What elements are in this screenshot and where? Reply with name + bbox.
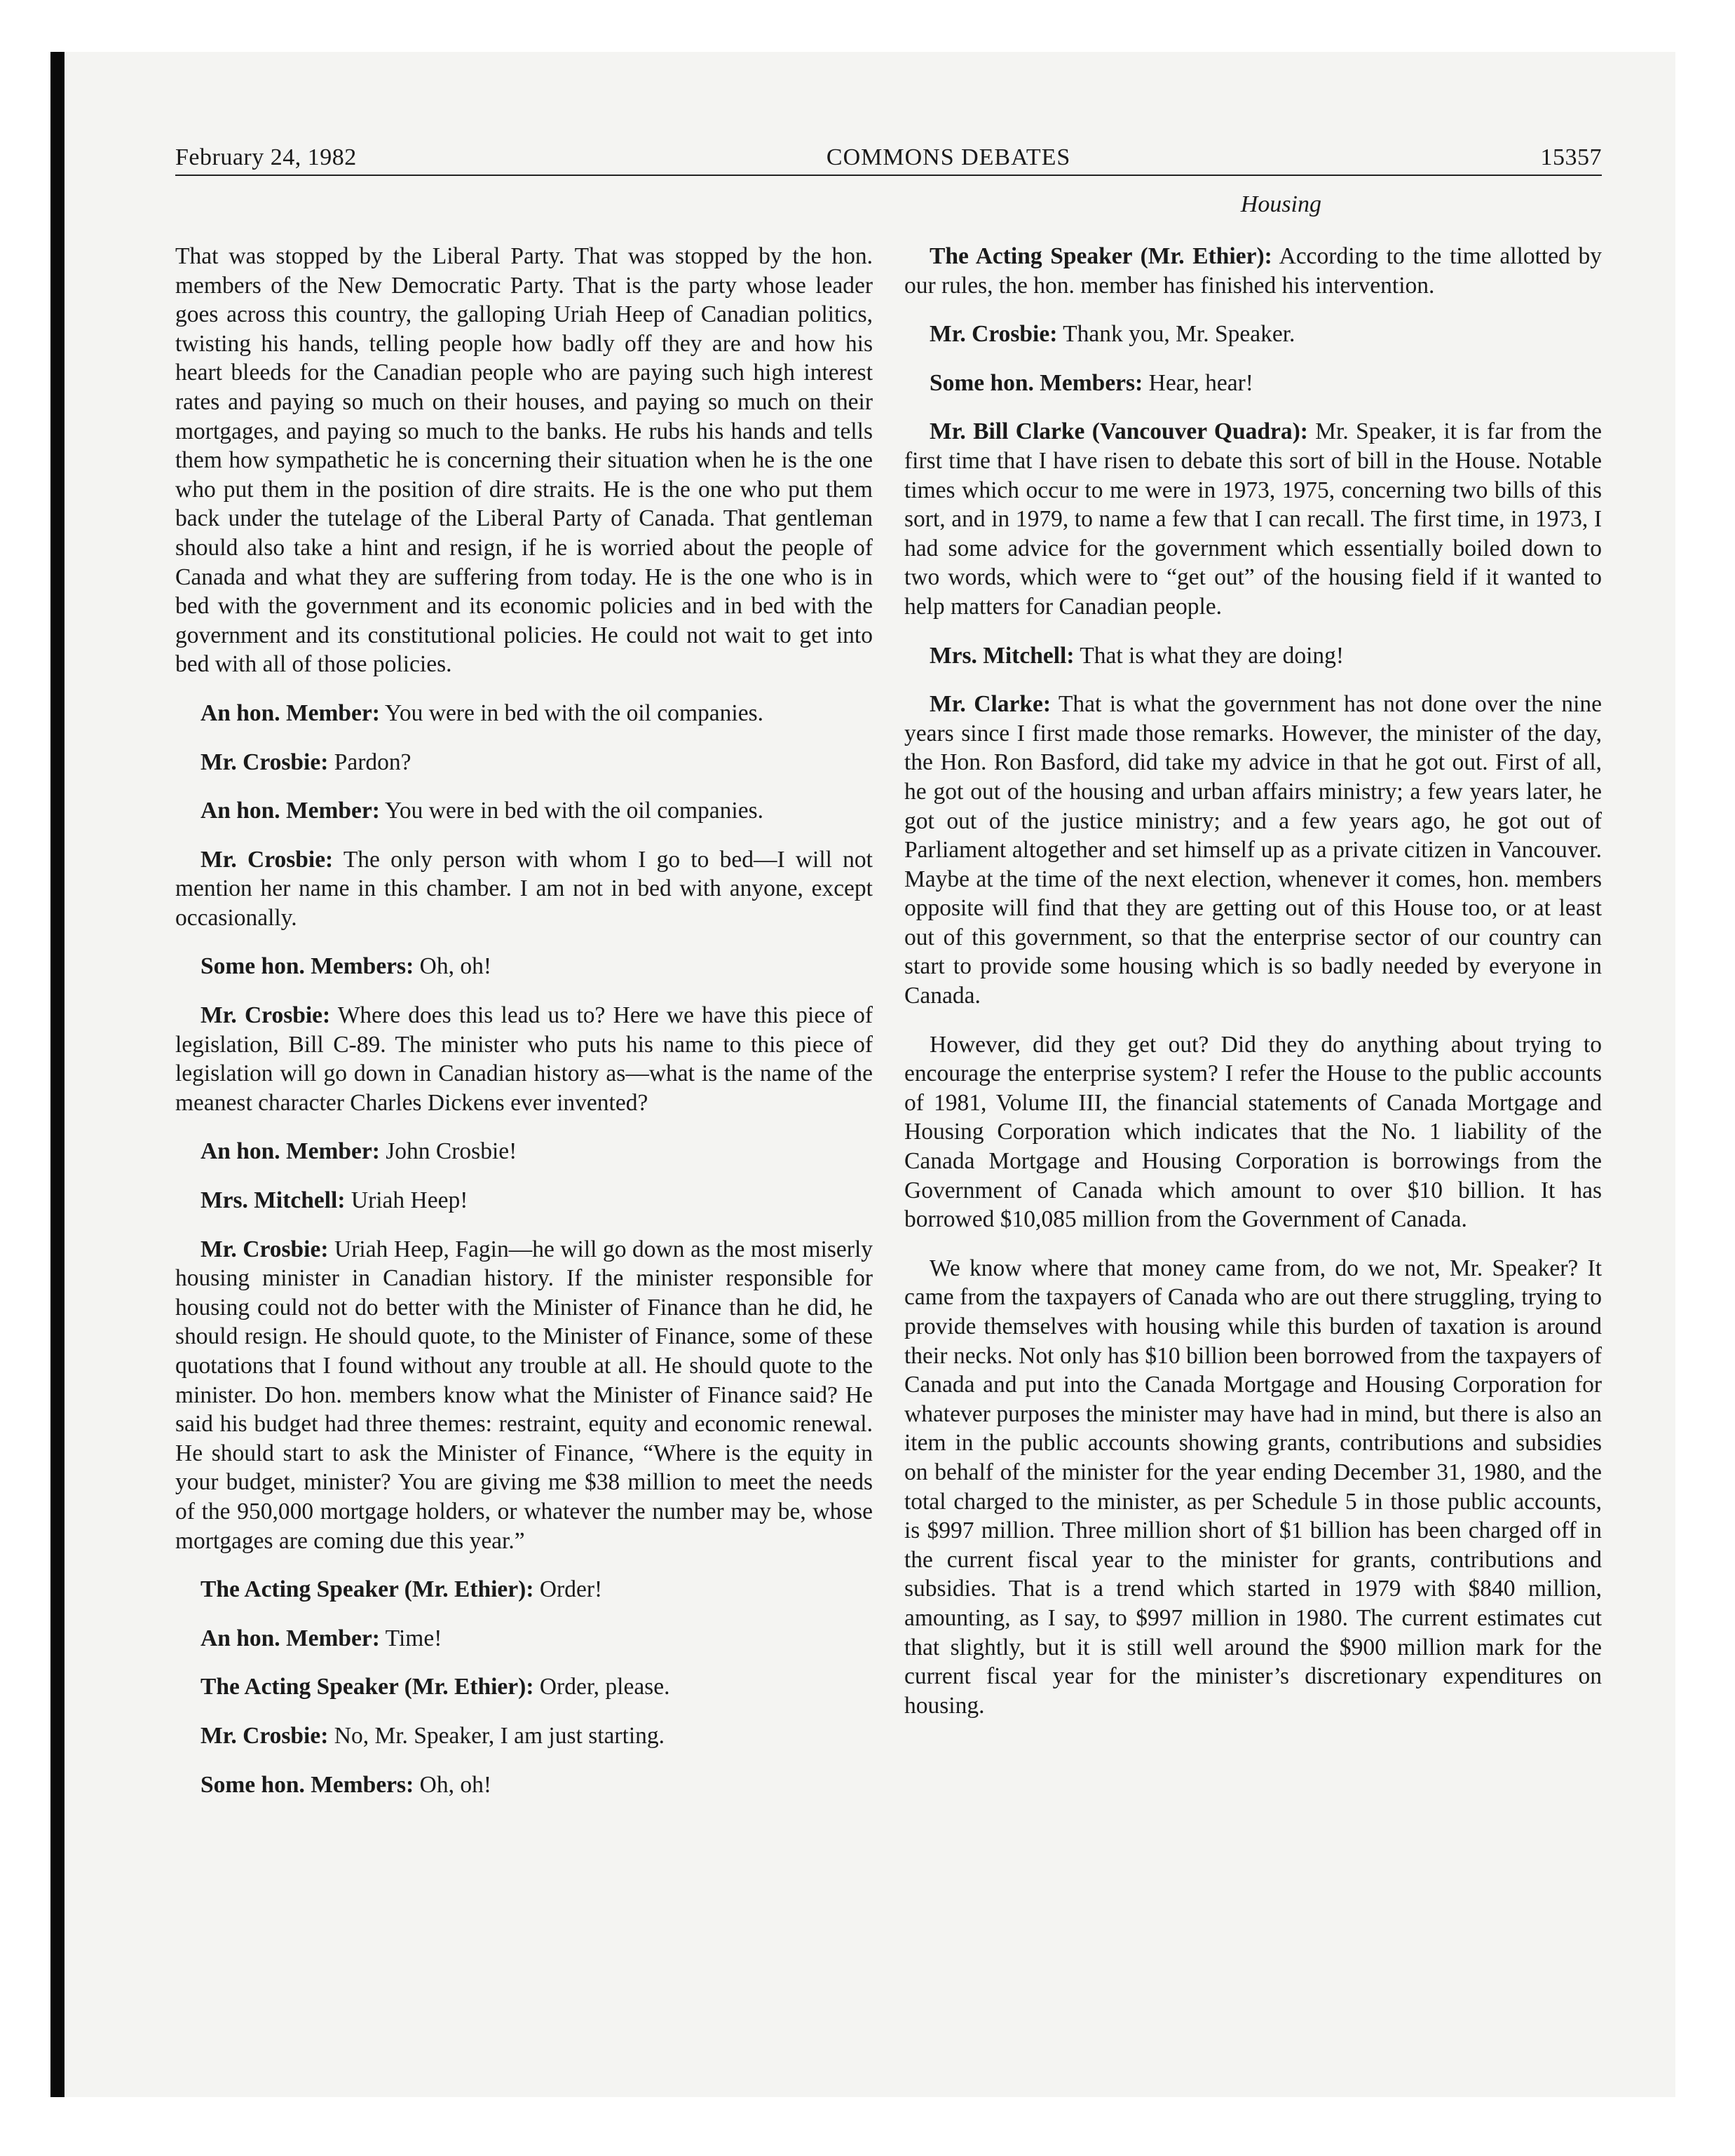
paragraph xyxy=(904,369,1602,398)
paragraph-text: Time! xyxy=(385,1625,442,1651)
paragraph-text: That is what the government has not done over the nine years since I first made those remarks. However, the minister of the day, the Hon. Ron Basford, did take my advice in that he got out. First of all, he got out of the housing and urban affairs ministry; a few years later, he got out of the justice ministry; and a few years ago, he got out of Parliament altogether and set himself up as a private citizen in Vancouver. Maybe at the time of the next election, whenever it comes, hon. members opposite will find that they are getting out of this House too, or at least out of this government, so that the enterprise sector of our country can start to provide some housing which is so badly needed by everyone in Canada. xyxy=(904,691,1602,1009)
paragraph-text: That was stopped by the Liberal Party. That was stopped by the hon. members of the New Democratic Party. That is the party whose leader goes across this country, the galloping Uriah Heep of Canadian politics, twisting his hands, telling people how badly off they are and how his heart bleeds for the Canadian people who are paying such high interest rates and paying so much on their houses, and paying so much on their mortgages, and paying so much to the banks. He rubs his hands and tells them how sympathetic he is concerning their situation when he is the one who put them in the position of dire straits. He is the one who put them back under the tutelage of the Liberal Party of Canada. That gentleman should also take a hint and resign, if he is worried about the people of Canada and what they are suffering from today. He is the one who is in bed with the government and its economic policies and in bed with the government and its constitutional policies. He could not wait to get into bed with all of those policies. xyxy=(175,243,873,678)
paragraph-text: You were in bed with the oil companies. xyxy=(385,798,763,824)
paragraph-text: That is what they are doing! xyxy=(1080,642,1345,669)
speaker-name: Mr. Crosbie: xyxy=(200,846,334,873)
paragraph xyxy=(904,417,1602,621)
page-content xyxy=(175,144,1602,1798)
paragraph xyxy=(175,1770,873,1800)
paragraph xyxy=(175,242,873,679)
speaker-name: An hon. Member: xyxy=(200,798,380,824)
paragraph xyxy=(175,1137,873,1166)
paragraph xyxy=(175,1186,873,1215)
paragraph-text: Uriah Heep, Fagin—he will go down as the most miserly housing minister in Canadian history. If the minister responsible for housing could not do better with the Minister of Finance than he did, he should resign. He should quote, to the Minister of Finance, some of these quotations that I found without any trouble at all. He should quote to the minister. Do hon. members know what the Minister of Finance said? He said his budget had three themes: restraint, equity and economic renewal. He should start to ask the Minister of Finance, “Where is the equity in your budget, minister? You are giving me $38 million to meet the needs of the 950,000 mortgage holders, or whatever the number may be, whose mortgages are coming due this year.” xyxy=(175,1236,873,1554)
speaker-name: Mr. Crosbie: xyxy=(200,1002,331,1029)
paragraph xyxy=(904,641,1602,671)
paragraph xyxy=(175,1575,873,1604)
speaker-name: Some hon. Members: xyxy=(930,369,1143,396)
speaker-name: Mr. Bill Clarke (Vancouver Quadra): xyxy=(930,418,1308,445)
paragraph-text: Uriah Heep! xyxy=(351,1187,468,1214)
paragraph xyxy=(175,1624,873,1653)
paragraph xyxy=(904,242,1602,300)
paragraph-text: Pardon? xyxy=(334,749,411,775)
paragraph xyxy=(175,1001,873,1117)
speaker-name: Mr. Crosbie: xyxy=(200,749,329,775)
speaker-name: The Acting Speaker (Mr. Ethier): xyxy=(200,1576,534,1603)
paragraph xyxy=(904,320,1602,349)
text-columns xyxy=(175,242,1602,1819)
paragraph-text: Order! xyxy=(539,1576,603,1603)
paragraph xyxy=(175,748,873,777)
header-date: February 24, 1982 xyxy=(175,144,357,170)
paragraph-text: Oh, oh! xyxy=(419,953,491,980)
paragraph-text: Oh, oh! xyxy=(419,1771,491,1798)
paragraph xyxy=(904,1030,1602,1234)
speaker-name: An hon. Member: xyxy=(200,700,380,726)
speaker-name: Mrs. Mitchell: xyxy=(200,1187,346,1214)
paragraph-text: Where does this lead us to? Here we have this piece of legislation, Bill C-89. The minister who puts his name to this piece of legislation will go down in Canadian history as—what is the name of the meanest character Charles Dickens ever invented? xyxy=(175,1002,873,1116)
speaker-name: Mrs. Mitchell: xyxy=(930,642,1075,669)
paragraph-text: Thank you, Mr. Speaker. xyxy=(1063,321,1295,348)
paragraph-text: Mr. Speaker, it is far from the first time that I have risen to debate this sort of bill in the House. Notable times which occur to me were in 1973, 1975, concerning two bills of this sort, and in 1979, to name a few that I can recall. The first time, in 1973, I had some advice for the government which essentially boiled down to two words, which were to “get out” of the housing field if it wanted to help matters for Canadian people. xyxy=(904,418,1602,620)
paragraph xyxy=(904,690,1602,1011)
header-title: COMMONS DEBATES xyxy=(826,144,1071,170)
paragraph xyxy=(175,952,873,981)
paragraph-text: According to the time allotted by our rules, the hon. member has finished his intervention. xyxy=(904,243,1602,299)
paragraph-text: Hear, hear! xyxy=(1148,369,1253,396)
speaker-name: An hon. Member: xyxy=(200,1625,380,1651)
paragraph xyxy=(175,1672,873,1702)
right-column xyxy=(904,242,1602,1819)
paragraph-text: Order, please. xyxy=(539,1674,670,1700)
paragraph-text: John Crosbie! xyxy=(386,1138,517,1165)
paragraph-text: However, did they get out? Did they do anything about trying to encourage the enterprise system? I refer the House to the public accounts of 1981, Volume III, the financial statements of Canada Mortgage and Housing Corporation which indicates that the No. 1 liability of the Canada Mortgage and Housing Corporation is borrowings from the Government of Canada which amount to over $10 billion. It has borrowed $10,085 million from the Government of Canada. xyxy=(904,1031,1602,1233)
scan-border-edge xyxy=(50,52,64,2097)
speaker-name: Some hon. Members: xyxy=(200,1771,414,1798)
paragraph xyxy=(175,845,873,933)
left-column xyxy=(175,242,873,1819)
paragraph-text: The only person with whom I go to bed—I will not mention her name in this chamber. I am not in bed with anyone, except occasionally. xyxy=(175,846,873,931)
paragraph xyxy=(175,1235,873,1556)
paragraph-text: You were in bed with the oil companies. xyxy=(385,700,763,726)
speaker-name: Mr. Crosbie: xyxy=(200,1722,329,1749)
speaker-name: An hon. Member: xyxy=(200,1138,380,1165)
paragraph xyxy=(175,1721,873,1751)
speaker-name: Mr. Crosbie: xyxy=(200,1236,329,1262)
page-header xyxy=(175,144,1602,176)
speaker-name: Mr. Clarke: xyxy=(930,691,1052,718)
paragraph-text: No, Mr. Speaker, I am just starting. xyxy=(334,1722,665,1749)
speaker-name: Some hon. Members: xyxy=(200,953,414,980)
section-title: Housing xyxy=(1240,191,1321,217)
paragraph-text: We know where that money came from, do we not, Mr. Speaker? It came from the taxpayers of Canada who are out there struggling, trying to provide themselves with housing while this burden of taxation is around their necks. Not only has $10 billion been borrowed from the taxpayers of Canada and put into the Canada Mortgage and Housing Corporation for whatever purposes the minister may have had in mind, but there is also an item in the public accounts showing grants, contributions and subsidies on behalf of the minister for the year ending December 31, 1980, and the total charged to the minister, as per Schedule 5 in those public accounts, is $997 million. Three million short of $1 billion has been charged off in the current fiscal year to the minister for grants, contributions and subsidies. That is a trend which started in 1979 with $840 million, amounting, as I say, to $997 million in 1980. The current estimates cut that slightly, but it is still well around the $900 million mark for the current fiscal year for the minister’s discretionary expenditures on housing. xyxy=(904,1255,1602,1719)
paragraph xyxy=(904,1254,1602,1721)
speaker-name: Mr. Crosbie: xyxy=(930,321,1058,348)
speaker-name: The Acting Speaker (Mr. Ethier): xyxy=(930,243,1272,269)
paragraph xyxy=(175,796,873,826)
header-page-number: 15357 xyxy=(1540,144,1602,170)
paragraph xyxy=(175,699,873,728)
speaker-name: The Acting Speaker (Mr. Ethier): xyxy=(200,1674,534,1700)
